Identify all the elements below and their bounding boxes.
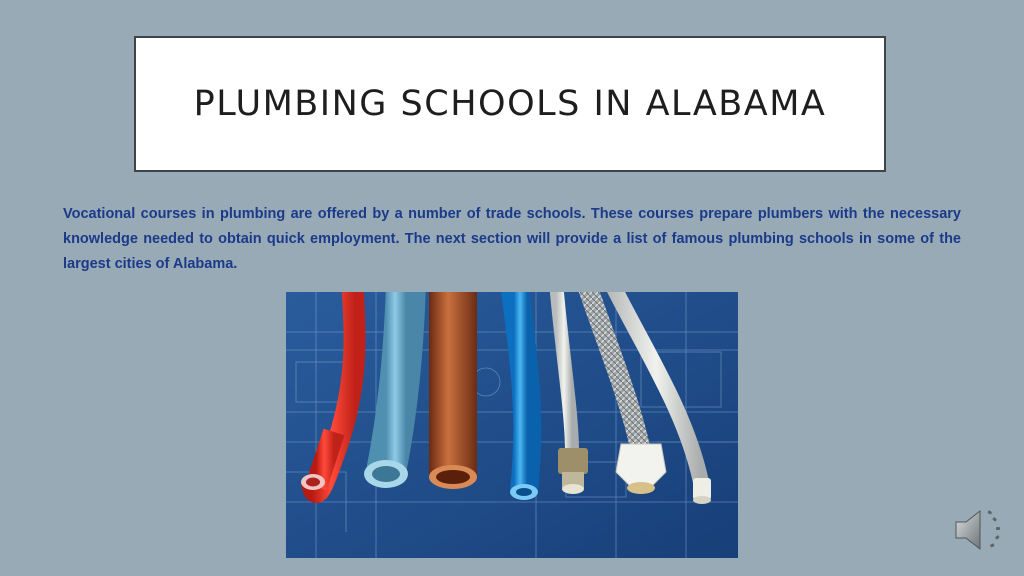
speaker-glyph bbox=[950, 505, 1010, 555]
pipes-illustration bbox=[286, 292, 738, 558]
plumbing-pipes-photo bbox=[286, 292, 738, 558]
slide-body-text: Vocational courses in plumbing are offered by a number of trade schools. These courses prepare plumbers with the necessary knowledge needed to obtain quick employment. The next section will provide a list of famous plumbing schools in some of the largest cities of Alabama. bbox=[63, 206, 961, 272]
slide-title: PLUMBING SCHOOLS IN ALABAMA bbox=[193, 84, 827, 124]
speaker-icon[interactable] bbox=[950, 505, 1010, 555]
title-box bbox=[134, 36, 886, 172]
